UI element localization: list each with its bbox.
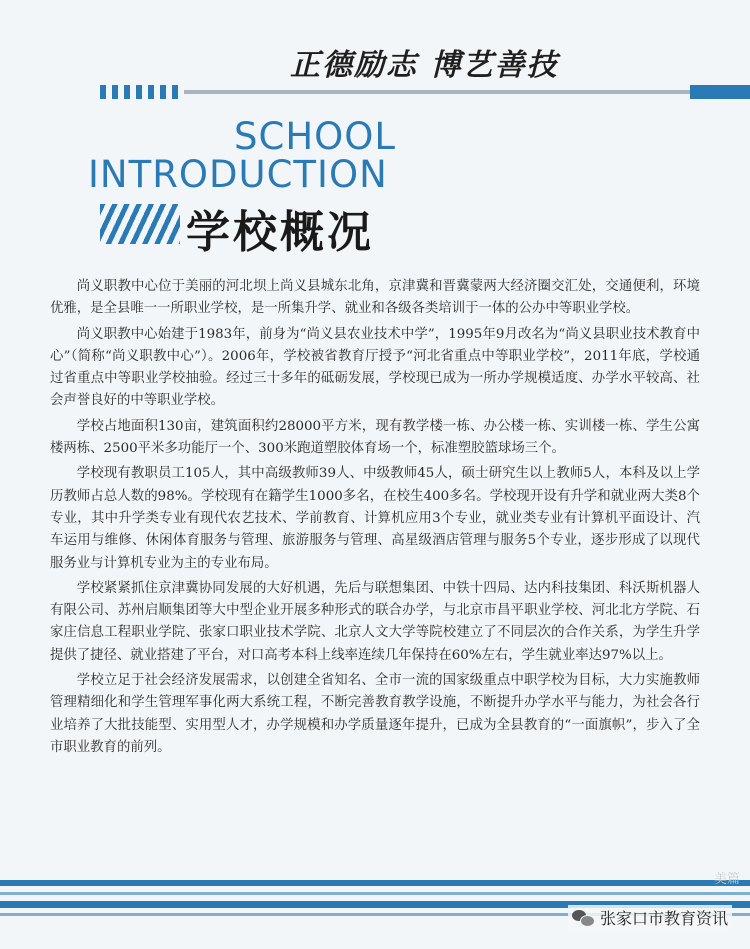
- header-rule-block: [690, 85, 750, 99]
- wechat-icon: [572, 909, 594, 927]
- english-title: [88, 115, 397, 196]
- chinese-title: 学校概况: [186, 207, 374, 258]
- footer-rule: [0, 892, 750, 895]
- footer-rule: [0, 880, 750, 886]
- paragraph: 尚义职教中心始建于1983年，前身为“尚义县农业技术中学”，1995年9月改名为“尚义县职业技术教育中心”（简称“尚义职教中心”）。2006年，学校被省教育厅授予“河北省重点中等职业学校”，2011年底，学校通过省重点中等职业学校抽验。经过三十多年的砥砺发展，学校现已成为一所办学规模适度、办学水平较高、社会声誉良好的中等职业学校。: [50, 326, 700, 409]
- english-title-line1: SCHOOL: [234, 115, 397, 158]
- paragraph: 学校立足于社会经济发展需求，以创建全省知名、全市一流的国家级重点中职学校为目标，大力实施教师管理精细化和学生管理军事化两大系统工程，不断完善教育教学设施，不断提升办学水平与能力，为社会各行业培养了大批技能型、实用型人才，办学规模和办学质量逐年提升，已成为全县教育的“一面旗帜”，步入了全市职业教育的前列。: [50, 673, 700, 755]
- header-rule-line: [184, 90, 690, 94]
- paragraph: 学校紧紧抓住京津冀协同发展的大好机遇，先后与联想集团、中铁十四局、达内科技集团、科沃斯机器人有限公司、苏州启顺集团等大中型企业开展多种形式的联合办学，与北京市昌平职业学校、河北北方学院、石家庄信息工程职业学院、张家口职业技术学院、北京人文大学等院校建立了不同层次的合作关系，为学生升学提供了捷径、就业搭建了平台，对口高考本科上线率连续几年保持在60%左右，学生就业率达97%以上。: [50, 580, 700, 663]
- paragraph: 学校占地面积130亩，建筑面积约28000平方米，现有教学楼一栋、办公楼一栋、实训楼一栋、学生公寓楼两栋、2500平米多功能厅一个、300米跑道塑胶体育场一个，标准塑胶篮球场三个。: [50, 418, 700, 457]
- paragraph: 学校现有教职员工105人，其中高级教师39人、中级教师45人，硕士研究生以上教师5人，本科及以上学历教师占总人数的98%。学校现有在籍学生1000多名，在校生400多名。学校现开设有升学和就业两大类8个专业，其中升学类专业有现代农艺技术、学前教育、计算机应用3个专业，就业类专业有计算机平面设计、汽车运用与维修、休闲体育服务与管理、旅游服务与管理、高星级酒店管理与服务5个专业，逐步形成了以现代服务业与计算机专业为主的专业布局。: [50, 466, 700, 571]
- watermark: 美篇: [713, 872, 740, 887]
- english-title-line2: INTRODUCTION: [88, 153, 388, 196]
- source-credit-label: 张家口市教育资讯: [599, 909, 728, 928]
- header-rule-stripes: [100, 85, 180, 99]
- paragraph: 尚义职教中心位于美丽的河北坝上尚义县城东北角，京津冀和晋冀蒙两大经济圈交汇处，交通便利，环境优雅，是全县唯一一所职业学校，是一所集升学、就业和各级各类培训于一体的公办中等职业学校。: [50, 279, 700, 317]
- school-motto: 正德励志 博艺善技: [290, 48, 559, 83]
- introduction-body: [50, 276, 700, 762]
- header-rule: [100, 85, 750, 99]
- title-slash-decoration: [100, 204, 180, 244]
- source-credit[interactable]: [568, 905, 732, 930]
